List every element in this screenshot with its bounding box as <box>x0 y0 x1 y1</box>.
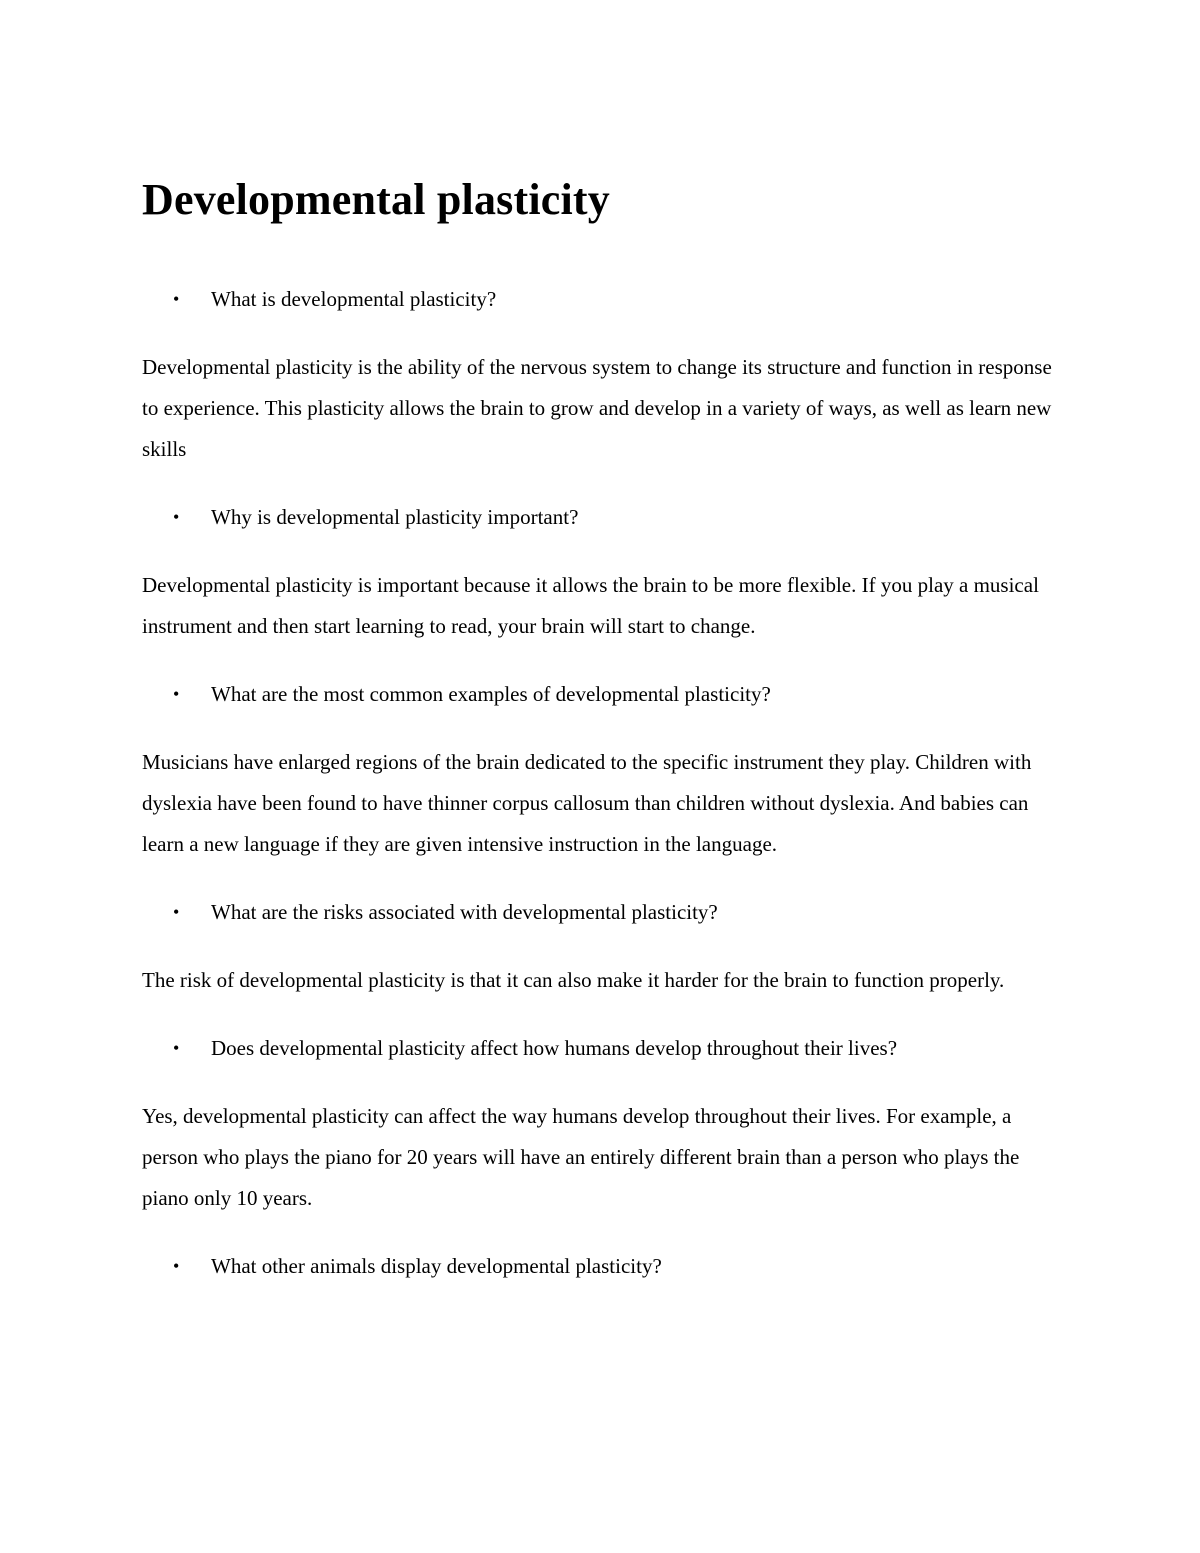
bullet-icon: • <box>173 1038 180 1058</box>
qa-section <box>142 674 1062 892</box>
question-text: Why is developmental plasticity important? <box>211 505 579 529</box>
answer-text: Developmental plasticity is the ability of the nervous system to change its structure and function in response to experience. This plasticity allows the brain to grow and develop in a variety of ways, as well as learn new skills <box>142 355 1052 461</box>
qa-section <box>142 497 1062 674</box>
question-item <box>142 674 1062 715</box>
answer-text: Musicians have enlarged regions of the brain dedicated to the specific instrument they play. Children with dyslexia have been found to have thinner corpus callosum than children without dyslexia. And babies can learn a new language if they are given intensive instruction in the language. <box>142 750 1032 856</box>
bullet-icon: • <box>173 1256 180 1276</box>
bullet-icon: • <box>173 902 180 922</box>
question-item <box>142 279 1062 320</box>
answer-text: Developmental plasticity is important because it allows the brain to be more flexible. If you play a musical instrument and then start learning to read, your brain will start to change. <box>142 573 1039 638</box>
question-text: What is developmental plasticity? <box>211 287 497 311</box>
question-item <box>142 497 1062 538</box>
bullet-icon: • <box>173 507 180 527</box>
question-item <box>142 1246 1062 1287</box>
question-text: What are the most common examples of developmental plasticity? <box>211 682 771 706</box>
qa-section <box>142 892 1062 1028</box>
bullet-icon: • <box>173 289 180 309</box>
bullet-icon: • <box>173 684 180 704</box>
question-text: What are the risks associated with developmental plasticity? <box>211 900 718 924</box>
question-text: What other animals display developmental plasticity? <box>211 1254 662 1278</box>
qa-section <box>142 1028 1062 1246</box>
answer-text: The risk of developmental plasticity is that it can also make it harder for the brain to function properly. <box>142 968 1005 992</box>
question-item <box>142 892 1062 933</box>
qa-section <box>142 1246 1062 1287</box>
page-title: Developmental plasticity <box>142 175 610 224</box>
qa-section <box>142 279 1062 497</box>
document-body <box>142 168 1062 1287</box>
question-text: Does developmental plasticity affect how humans develop throughout their lives? <box>211 1036 898 1060</box>
answer-text: Yes, developmental plasticity can affect the way humans develop throughout their lives. For example, a person who plays the piano for 20 years will have an entirely different brain than a person who plays the piano only 10 years. <box>142 1104 1020 1210</box>
question-item <box>142 1028 1062 1069</box>
